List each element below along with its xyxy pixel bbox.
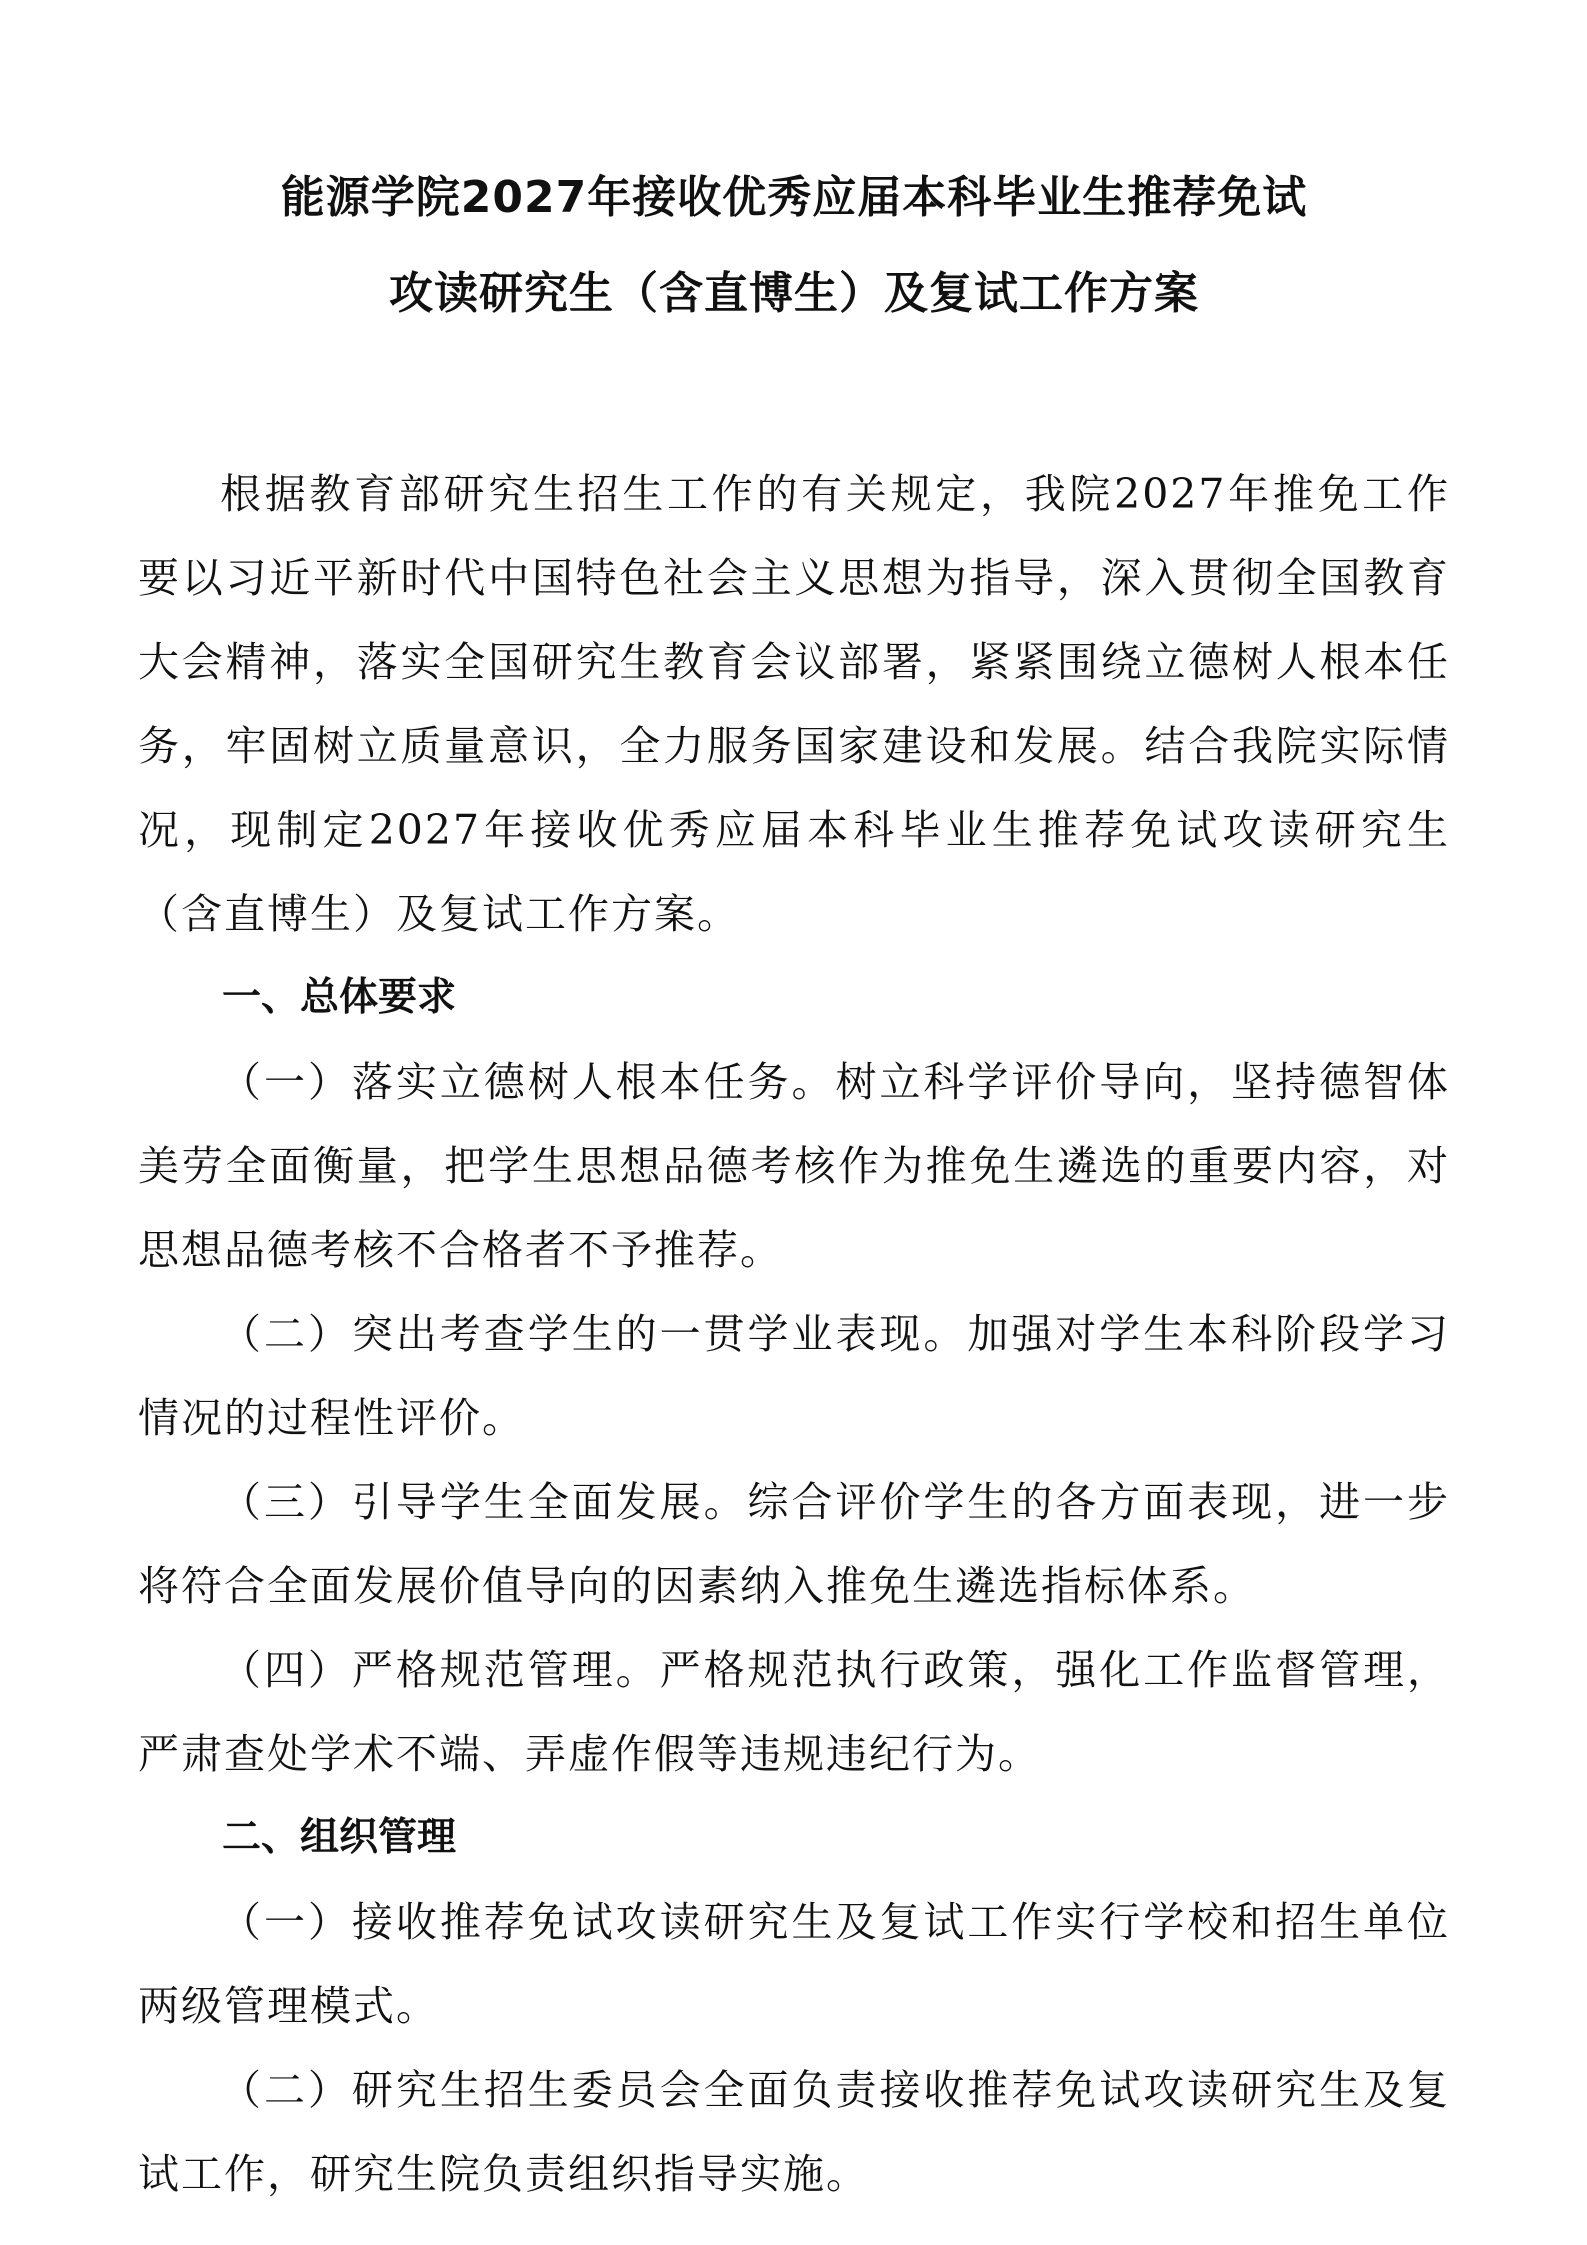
document-title-line-2: 攻读研究生（含直博生）及复试工作方案 <box>389 268 1199 319</box>
section2-item-1: （一）接收推荐免试攻读研究生及复试工作实行学校和招生单位两级管理模式。 <box>138 1898 1450 2030</box>
section1-item-4: （四）严格规范管理。严格规范执行政策，强化工作监督管理，严肃查处学术不端、弄虚作假等违规违纪行为。 <box>138 1646 1450 1778</box>
title-spacer <box>138 342 1450 452</box>
document-page <box>138 150 1450 2216</box>
section-heading-general-requirements: 一、总体要求 <box>222 975 457 1020</box>
section1-item-1: （一）落实立德树人根本任务。树立科学评价导向，坚持德智体美劳全面衡量，把学生思想品德考核作为推免生遴选的重要内容，对思想品德考核不合格者不予推荐。 <box>138 1058 1450 1274</box>
section-heading-organization: 二、组织管理 <box>222 1815 457 1860</box>
section1-item-3: （三）引导学生全面发展。综合评价学生的各方面表现，进一步将符合全面发展价值导向的因素纳入推免生遴选指标体系。 <box>138 1478 1450 1610</box>
document-title-line-1: 能源学院2027年接收优秀应届本科毕业生推荐免试 <box>280 172 1308 223</box>
section2-item-2: （二）研究生招生委员会全面负责接收推荐免试攻读研究生及复试工作，研究生院负责组织指导实施。 <box>138 2066 1450 2198</box>
intro-paragraph: 根据教育部研究生招生工作的有关规定，我院2027年推免工作要以习近平新时代中国特色社会主义思想为指导，深入贯彻全国教育大会精神，落实全国研究生教育会议部署，紧紧围绕立德树人根本任务，牢固树立质量意识，全力服务国家建设和发展。结合我院实际情况，现制定2027年接收优秀应届本科毕业生推荐免试攻读研究生（含直博生）及复试工作方案。 <box>138 470 1450 938</box>
section1-item-2: （二）突出考查学生的一贯学业表现。加强对学生本科阶段学习情况的过程性评价。 <box>138 1310 1450 1442</box>
